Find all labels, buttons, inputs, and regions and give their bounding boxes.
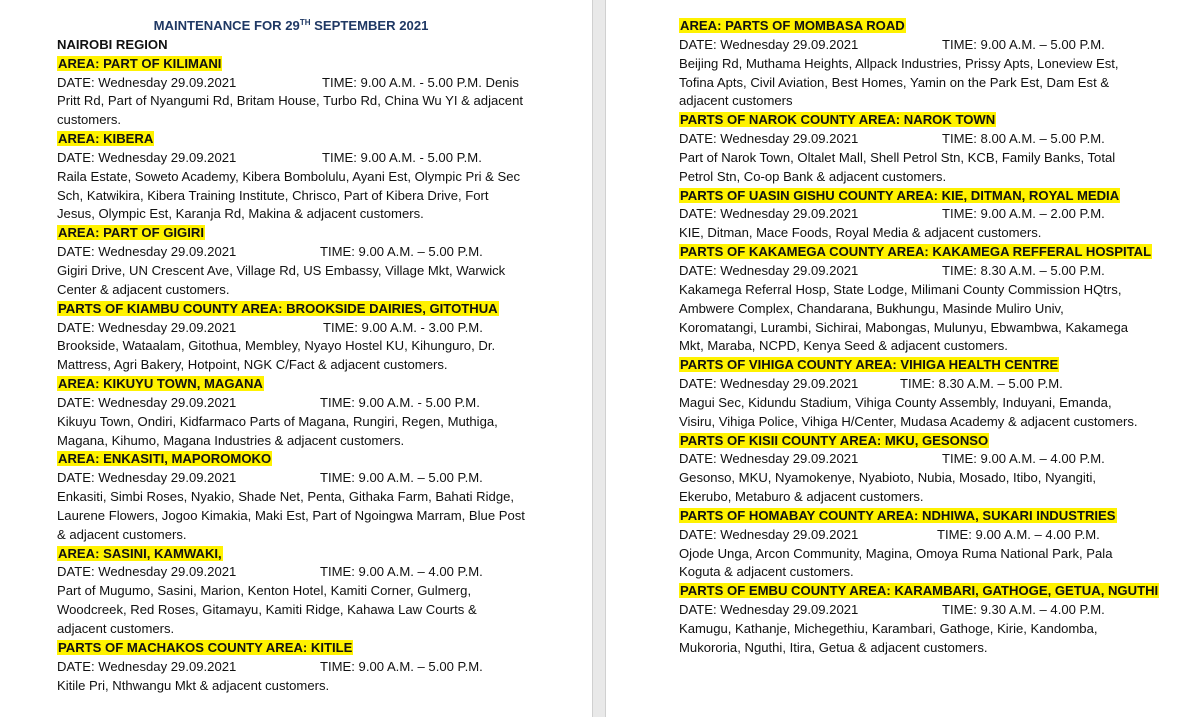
affected-areas-line: & adjacent customers. [57, 526, 187, 542]
area-header [679, 17, 1149, 36]
affected-areas-line: Raila Estate, Soweto Academy, Kibera Bombolulu, Ayani Est, Olympic Pri & Sec [57, 168, 521, 184]
affected-areas-line: Woodcreek, Red Roses, Gitamayu, Kamiti Ridge, Kahawa Law Courts & [57, 602, 477, 618]
outage-section [57, 300, 527, 375]
outage-section [57, 375, 527, 450]
outage-date: DATE: Wednesday 29.09.2021 [679, 206, 859, 222]
title-superscript: TH [299, 18, 311, 27]
outage-time: TIME: 9.00 A.M. – 5.00 P.M. [942, 36, 1105, 52]
affected-areas-line: Center & adjacent customers. [57, 281, 230, 297]
outage-date: DATE: Wednesday 29.09.2021 [57, 149, 237, 165]
affected-areas-line: Magui Sec, Kidundu Stadium, Vihiga County Assembly, Induyani, Emanda, [679, 394, 1112, 410]
outage-time: TIME: 9.00 A.M. – 5.00 P.M. [320, 470, 483, 486]
area-header [57, 545, 527, 564]
area-header [57, 224, 527, 243]
date-time-line [57, 563, 527, 582]
page-gutter [592, 0, 606, 717]
affected-areas-line: Ojode Unga, Arcon Community, Magina, Omoya Ruma National Park, Pala [679, 545, 1113, 561]
area-header [679, 187, 1149, 206]
area-header-text: AREA: SASINI, KAMWAKI, [58, 545, 222, 561]
outage-time: TIME: 8.00 A.M. – 5.00 P.M. [942, 131, 1105, 147]
area-header-text: AREA: KIBERA [58, 131, 154, 147]
affected-areas-line: Ekerubo, Metaburo & adjacent customers. [679, 489, 924, 505]
outage-section [57, 224, 527, 299]
area-header-text: PARTS OF KAKAMEGA COUNTY AREA: KAKAMEGA REFFERAL HOSPITAL [680, 244, 1152, 260]
date-time-line [57, 469, 527, 488]
region-heading: NAIROBI REGION [57, 36, 168, 52]
area-header-text: PARTS OF EMBU COUNTY AREA: KARAMBARI, GATHOGE, GETUA, NGUTHI [680, 583, 1159, 599]
outage-date: DATE: Wednesday 29.09.2021 [679, 131, 859, 147]
affected-areas-line: Mkt, Maraba, NCPD, Kenya Seed & adjacent customers. [679, 338, 1008, 354]
affected-areas-line: Koromatangi, Lurambi, Sichirai, Mabongas, Mulunyu, Ebwambwa, Kakamega [679, 319, 1129, 335]
outage-time: TIME: 9.00 A.M. – 5.00 P.M. [320, 244, 483, 260]
outage-time: TIME: 9.00 A.M. - 5.00 P.M. Denis [322, 74, 519, 90]
outage-time: TIME: 9.00 A.M. - 5.00 P.M. [322, 149, 482, 165]
area-header-text: PARTS OF VIHIGA COUNTY AREA: VIHIGA HEALTH CENTRE [680, 357, 1059, 373]
outage-date: DATE: Wednesday 29.09.2021 [57, 244, 237, 260]
affected-areas-line: Koguta & adjacent customers. [679, 564, 854, 580]
date-time-line [679, 205, 1149, 224]
outage-date: DATE: Wednesday 29.09.2021 [57, 74, 237, 90]
affected-areas-line: Part of Narok Town, Oltalet Mall, Shell Petrol Stn, KCB, Family Banks, Total [679, 149, 1116, 165]
affected-areas-line: Tofina Apts, Civil Aviation, Best Homes, Yamin on the Park Est, Dam Est & [679, 74, 1110, 90]
outage-section [679, 507, 1149, 582]
area-header-text: AREA: PART OF GIGIRI [58, 225, 204, 241]
date-time-line [57, 74, 527, 93]
affected-areas-line: Pritt Rd, Part of Nyangumi Rd, Britam House, Turbo Rd, China Wu YI & adjacent [57, 93, 524, 109]
date-time-line [679, 130, 1149, 149]
date-time-line [57, 394, 527, 413]
affected-areas-line: Kakamega Referral Hosp, State Lodge, Milimani County Commission HQtrs, [679, 281, 1122, 297]
outage-date: DATE: Wednesday 29.09.2021 [57, 394, 237, 410]
affected-areas-line: customers. [57, 112, 122, 128]
document-title: MAINTENANCE FOR 29TH SEPTEMBER 2021 [153, 18, 429, 33]
outage-section [57, 639, 527, 696]
affected-areas-line: Ambwere Complex, Chandarana, Bukhungu, Masinde Muliro Univ, [679, 300, 1064, 316]
affected-areas-line: Visiru, Vihiga Police, Vihiga H/Center, Mudasa Academy & adjacent customers. [679, 413, 1138, 429]
affected-areas-line: Beijing Rd, Muthama Heights, Allpack Industries, Prissy Apts, Loneview Est, [679, 55, 1119, 71]
outage-date: DATE: Wednesday 29.09.2021 [679, 262, 859, 278]
area-header [679, 432, 1149, 451]
area-header [679, 243, 1152, 262]
date-time-line [679, 450, 1149, 469]
affected-areas-line: Jesus, Olympic Est, Karanja Rd, Makina & adjacent customers. [57, 206, 424, 222]
area-header [57, 300, 527, 319]
area-header [679, 356, 1149, 375]
outage-section [57, 55, 527, 130]
area-header [57, 375, 527, 394]
affected-areas-line: Kamugu, Kathanje, Michegethiu, Karambari, Gathoge, Kirie, Kandomba, [679, 621, 1098, 636]
outage-time: TIME: 9.00 A.M. – 2.00 P.M. [942, 206, 1105, 222]
outage-time: TIME: 9.00 A.M. - 5.00 P.M. [320, 394, 480, 410]
affected-areas-line: Mattress, Agri Bakery, Hotpoint, NGK C/Fact & adjacent customers. [57, 357, 448, 373]
date-time-line [679, 262, 1149, 281]
outage-date: DATE: Wednesday 29.09.2021 [679, 376, 859, 392]
area-header-text: AREA: PARTS OF MOMBASA ROAD [680, 18, 905, 33]
outage-time: TIME: 9.30 A.M. – 4.00 P.M. [942, 602, 1105, 618]
outage-date: DATE: Wednesday 29.09.2021 [57, 319, 237, 335]
outage-time: TIME: 9.00 A.M. – 4.00 P.M. [937, 526, 1100, 542]
outage-section [57, 130, 527, 224]
outage-date: DATE: Wednesday 29.09.2021 [57, 564, 237, 580]
left-column [57, 17, 527, 695]
affected-areas-line: Part of Mugumo, Sasini, Marion, Kenton Hotel, Kamiti Corner, Gulmerg, [57, 583, 472, 599]
left-sections [57, 55, 527, 696]
date-time-line [57, 243, 527, 262]
area-header-text: AREA: KIKUYU TOWN, MAGANA [58, 376, 263, 392]
date-time-line [679, 601, 1149, 620]
affected-areas-line: Gesonso, MKU, Nyamokenye, Nyabioto, Nubia, Mosado, Itibo, Nyangiti, [679, 470, 1097, 486]
affected-areas-line: Magana, Kihumo, Magana Industries & adjacent customers. [57, 432, 405, 448]
outage-section [679, 582, 1159, 657]
affected-areas-line: adjacent customers [679, 93, 793, 109]
outage-time: TIME: 8.30 A.M. – 5.00 P.M. [942, 262, 1105, 278]
document-page-right [606, 0, 1200, 717]
affected-areas-line: Kikuyu Town, Ondiri, Kidfarmaco Parts of Magana, Rungiri, Regen, Muthiga, [57, 413, 498, 429]
outage-date: DATE: Wednesday 29.09.2021 [679, 451, 859, 467]
outage-section [679, 356, 1149, 431]
date-time-line [57, 149, 527, 168]
area-header-text: PARTS OF MACHAKOS COUNTY AREA: KITILE [58, 639, 353, 655]
outage-section [57, 450, 527, 544]
date-time-line [679, 526, 1149, 545]
right-column [679, 17, 1159, 658]
area-header [57, 55, 527, 74]
area-header-text: PARTS OF KISII COUNTY AREA: MKU, GESONSO [680, 432, 989, 448]
area-header-text: PARTS OF NAROK COUNTY AREA: NAROK TOWN [680, 112, 996, 128]
outage-time: TIME: 8.30 A.M. – 5.00 P.M. [900, 376, 1063, 392]
outage-section [679, 17, 1149, 111]
affected-areas-line: Laurene Flowers, Jogoo Kimakia, Maki Est, Part of Ngoingwa Marram, Blue Post [57, 507, 525, 523]
right-sections [679, 17, 1159, 658]
area-header-text: AREA: ENKASITI, MAPOROMOKO [58, 451, 272, 467]
outage-time: TIME: 9.00 A.M. - 3.00 P.M. [323, 319, 483, 335]
outage-date: DATE: Wednesday 29.09.2021 [679, 602, 859, 618]
outage-date: DATE: Wednesday 29.09.2021 [679, 526, 859, 542]
area-header [679, 582, 1159, 601]
outage-time: TIME: 9.00 A.M. – 4.00 P.M. [942, 451, 1105, 467]
area-header-text: AREA: PART OF KILIMANI [58, 55, 222, 71]
outage-time: TIME: 9.00 A.M. – 4.00 P.M. [320, 564, 483, 580]
outage-section [679, 111, 1149, 186]
area-header-text: PARTS OF UASIN GISHU COUNTY AREA: KIE, DITMAN, ROYAL MEDIA [680, 187, 1120, 203]
affected-areas-line: Enkasiti, Simbi Roses, Nyakio, Shade Net, Penta, Githaka Farm, Bahati Ridge, [57, 489, 515, 505]
affected-areas-line: Sch, Katwikira, Kibera Training Institute, Chrisco, Part of Kibera Drive, Fort [57, 187, 489, 203]
outage-date: DATE: Wednesday 29.09.2021 [57, 470, 237, 486]
area-header-text: PARTS OF KIAMBU COUNTY AREA: BROOKSIDE DAIRIES, GITOTHUA [58, 300, 498, 316]
affected-areas-line: Gigiri Drive, UN Crescent Ave, Village Rd, US Embassy, Village Mkt, Warwick [57, 262, 506, 278]
affected-areas-line: KIE, Ditman, Mace Foods, Royal Media & adjacent customers. [679, 225, 1042, 241]
outage-section [57, 545, 527, 639]
outage-section [679, 187, 1149, 244]
area-header [57, 639, 527, 658]
area-header [57, 130, 527, 149]
area-header [679, 507, 1149, 526]
document-page-left [0, 0, 592, 717]
outage-time: TIME: 9.00 A.M. – 5.00 P.M. [320, 658, 483, 674]
date-time-line [679, 36, 1149, 55]
area-header [57, 450, 527, 469]
affected-areas-line: Mukororia, Nguthi, Itira, Getua & adjacent customers. [679, 639, 988, 655]
date-time-line [57, 658, 527, 677]
affected-areas-line: Kitile Pri, Nthwangu Mkt & adjacent customers. [57, 677, 330, 693]
area-header-text: PARTS OF HOMABAY COUNTY AREA: NDHIWA, SUKARI INDUSTRIES [680, 507, 1116, 523]
affected-areas-line: adjacent customers. [57, 621, 175, 636]
outage-section [679, 243, 1152, 356]
date-time-line [679, 375, 1149, 394]
outage-date: DATE: Wednesday 29.09.2021 [679, 36, 859, 52]
date-time-line [57, 319, 527, 338]
outage-date: DATE: Wednesday 29.09.2021 [57, 658, 237, 674]
affected-areas-line: Petrol Stn, Co-op Bank & adjacent customers. [679, 168, 947, 184]
affected-areas-line: Brookside, Wataalam, Gitothua, Membley, Nyayo Hostel KU, Kihunguro, Dr. [57, 338, 496, 354]
area-header [679, 111, 1149, 130]
outage-section [679, 432, 1149, 507]
